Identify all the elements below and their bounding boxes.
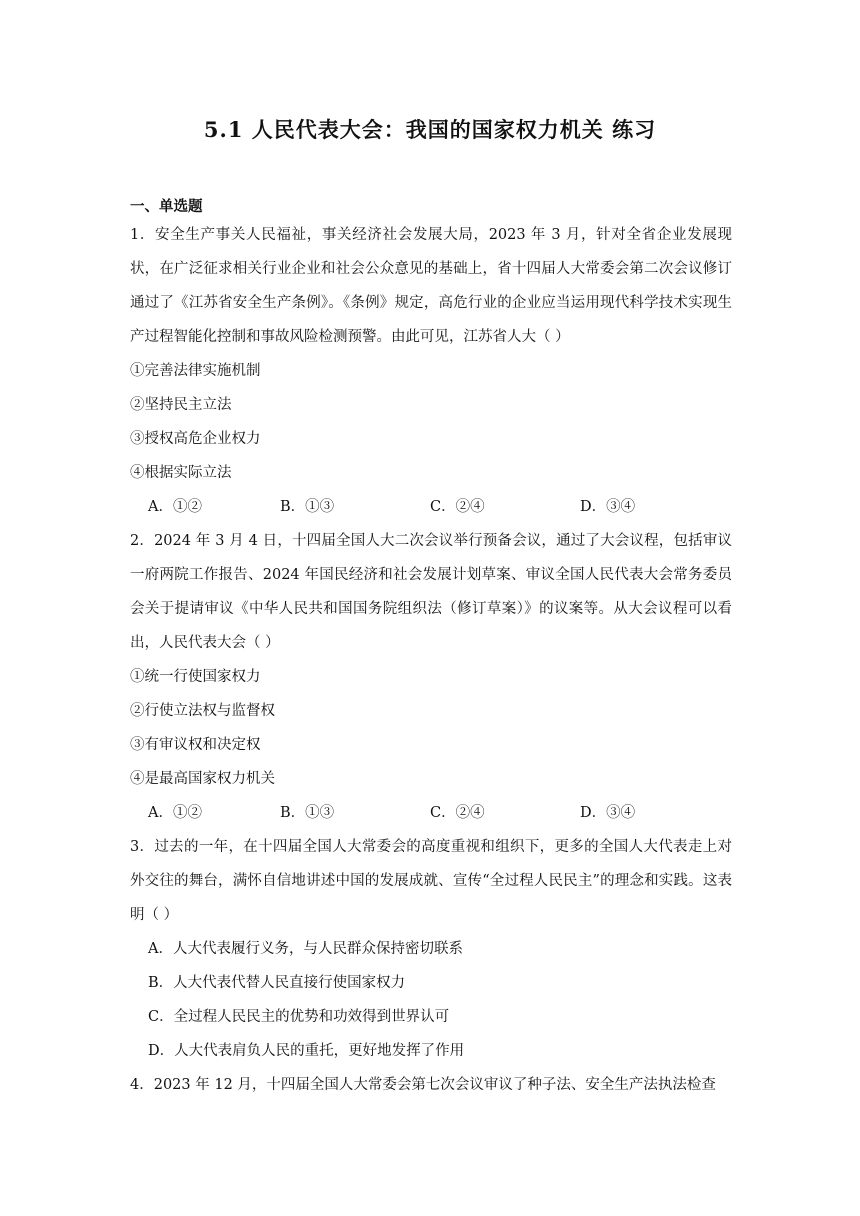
question-2-stem: 2．2024 年 3 月 4 日，十四届全国人大二次会议举行预备会议，通过了大会议程，包括审议一府两院工作报告、2024 年国民经济和社会发展计划草案、审议全国人民代表大会常务委员会关于提请审议《中华人民共和国国务院组织法（修订草案）》的议案等。从大会议程可以看出，人民代表大会（ ） bbox=[130, 533, 732, 651]
choice-c[interactable]: C．全过程人民民主的优势和功效得到世界认可 bbox=[148, 1009, 450, 1025]
question-3-stem: 3．过去的一年，在十四届全国人大常委会的高度重视和组织下，更多的全国人大代表走上对外交往的舞台，满怀自信地讲述中国的发展成就、宣传“全过程人民民主”的理念和实践。这表明（ ） bbox=[130, 839, 732, 923]
choice-b[interactable]: B．①③ bbox=[280, 499, 335, 515]
section-heading: 一、单选题 bbox=[130, 198, 203, 215]
question-1-statement: ②坚持民主立法 bbox=[130, 397, 232, 413]
choice-d[interactable]: D．③④ bbox=[580, 499, 636, 515]
choice-b[interactable]: B．①③ bbox=[280, 805, 335, 821]
question-2 bbox=[130, 524, 732, 830]
question-3 bbox=[130, 830, 732, 1068]
document-body bbox=[130, 196, 732, 1102]
question-1-statement: ①完善法律实施机制 bbox=[130, 363, 261, 379]
question-1-statement: ④根据实际立法 bbox=[130, 465, 232, 481]
question-4-stem: 4．2023 年 12 月，十四届全国人大常委会第七次会议审议了种子法、安全生产法执法检查 bbox=[130, 1077, 716, 1093]
document-title: 5.1 人民代表大会：我国的国家权力机关 练习 bbox=[203, 117, 657, 142]
question-2-statement: ①统一行使国家权力 bbox=[130, 669, 261, 685]
question-1-statement: ③授权高危企业权力 bbox=[130, 431, 261, 447]
choice-d[interactable]: D．人大代表肩负人民的重托，更好地发挥了作用 bbox=[148, 1043, 465, 1059]
question-1 bbox=[130, 218, 732, 524]
question-4 bbox=[130, 1068, 732, 1102]
choice-b[interactable]: B．人大代表代替人民直接行使国家权力 bbox=[148, 975, 406, 991]
choice-c[interactable]: C．②④ bbox=[430, 805, 485, 821]
choice-a[interactable]: A．①② bbox=[148, 499, 202, 515]
question-1-stem: 1．安全生产事关人民福祉，事关经济社会发展大局，2023 年 3 月，针对全省企业发展现状，在广泛征求相关行业企业和社会公众意见的基础上，省十四届人大常委会第二次会议修订通过了《江苏省安全生产条例》。《条例》规定，高危行业的企业应当运用现代科学技术实现生产过程智能化控制和事故风险检测预警。由此可见，江苏省人大（ ） bbox=[130, 227, 732, 345]
question-2-choices bbox=[130, 796, 732, 830]
question-2-statement: ②行使立法权与监督权 bbox=[130, 703, 275, 719]
choice-c[interactable]: C．②④ bbox=[430, 499, 485, 515]
choice-a[interactable]: A．①② bbox=[148, 805, 202, 821]
question-2-statement: ④是最高国家权力机关 bbox=[130, 771, 275, 787]
question-1-choices bbox=[130, 490, 732, 524]
choice-a[interactable]: A．人大代表履行义务，与人民群众保持密切联系 bbox=[148, 941, 463, 957]
question-2-statement: ③有审议权和决定权 bbox=[130, 737, 261, 753]
choice-d[interactable]: D．③④ bbox=[580, 805, 636, 821]
